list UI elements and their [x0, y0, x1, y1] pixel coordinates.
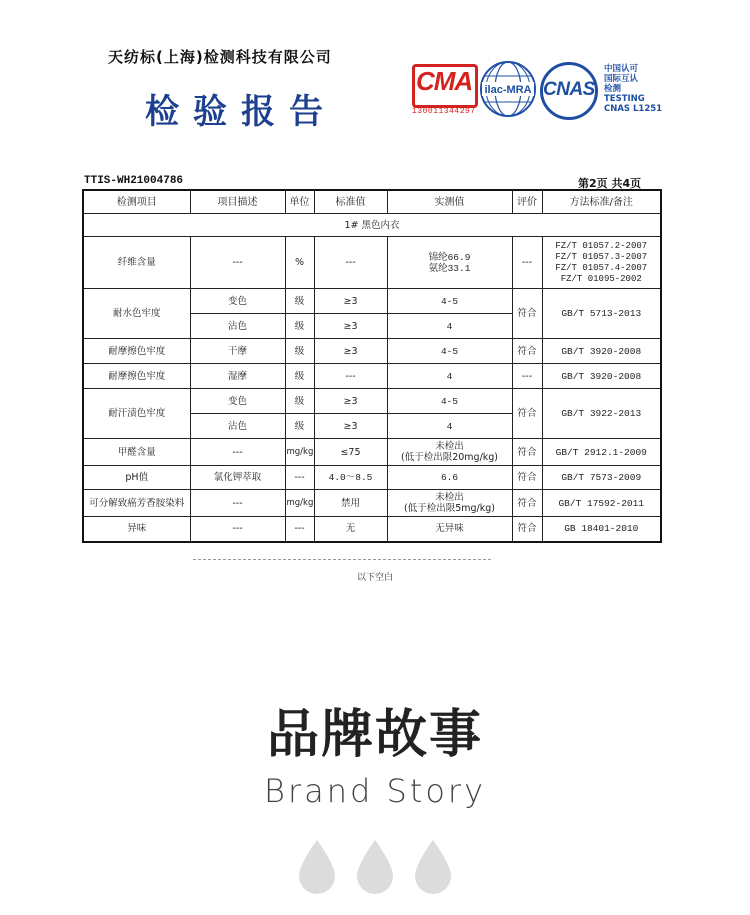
table-row: 耐汗渍色牢度 变色 级 ≥3 4-5 符合 GB/T 3922-2013	[83, 389, 661, 414]
brand-story-subtitle: Brand Story	[263, 772, 486, 810]
test-results-table	[82, 189, 662, 543]
table-row: 耐摩擦色牢度 干摩 级 ≥3 4-5 符合 GB/T 3920-2008	[83, 339, 661, 364]
cma-code: 130011344297	[412, 107, 476, 116]
blank-below-note: 以下空白	[356, 573, 393, 583]
table-row: 异味 --- --- 无 无异味 符合 GB 18401-2010	[83, 517, 661, 542]
report-number: TTIS-WH21004786	[84, 175, 184, 187]
svg-text:ilac-MRA: ilac-MRA	[484, 84, 532, 96]
report-title: 检验报告	[145, 92, 337, 132]
table-row: 耐水色牢度 变色 级 ≥3 4-5 符合 GB/T 5713-2013	[83, 289, 661, 314]
table-row: 沾色 级 ≥3 4	[83, 314, 661, 339]
table-header-row	[83, 190, 661, 214]
table-row: 可分解致癌芳香胺染料 --- mg/kg 禁用 未检出 (低于检出限5mg/kg) 符合 GB/T 17592-2011	[83, 490, 661, 517]
cma-logo: CMA 130011344297	[412, 64, 474, 120]
drop-icon	[299, 840, 335, 894]
table-row: 耐摩擦色牢度 湿摩 级 --- 4 --- GB/T 3920-2008	[83, 364, 661, 389]
col-header: 项目描述	[190, 190, 285, 214]
col-header: 检测项目	[83, 190, 190, 214]
table-row: 沾色 级 ≥3 4	[83, 414, 661, 439]
table-row: pH值 氯化钾萃取 --- 4.0～8.5 6.6 符合 GB/T 7573-2009	[83, 466, 661, 490]
water-drops-decoration	[295, 838, 455, 898]
company-name: 天纺标(上海)检测科技有限公司	[108, 48, 332, 66]
page-indicator: 第2页 共4页	[578, 177, 642, 190]
drop-icon	[357, 840, 393, 894]
table-row: 纤维含量 --- % --- 锦纶66.9 氨纶33.1 --- FZ/T 01057.2-2007 FZ/T 01057.3-2007 FZ/T 01057.4-2007 FZ/T 01095-2002	[83, 237, 661, 289]
table-row: 甲醛含量 --- mg/kg ≤75 未检出 (低于检出限20mg/kg) 符合 GB/T 2912.1-2009	[83, 439, 661, 466]
divider	[193, 559, 491, 560]
col-header: 方法标准/备注	[542, 190, 661, 214]
col-header: 实测值	[387, 190, 512, 214]
sample-label: 1# 黑色内衣	[83, 214, 661, 237]
col-header: 评价	[512, 190, 542, 214]
brand-story-title: 品牌故事	[266, 705, 483, 765]
col-header: 单位	[285, 190, 314, 214]
drop-icon	[415, 840, 451, 894]
sample-row	[83, 214, 661, 237]
col-header: 标准值	[314, 190, 387, 214]
cnas-logo: CNAS 中国认可 国际互认 检测 TESTING CNAS L1251	[540, 62, 655, 122]
ilac-mra-globe-icon	[478, 58, 538, 124]
